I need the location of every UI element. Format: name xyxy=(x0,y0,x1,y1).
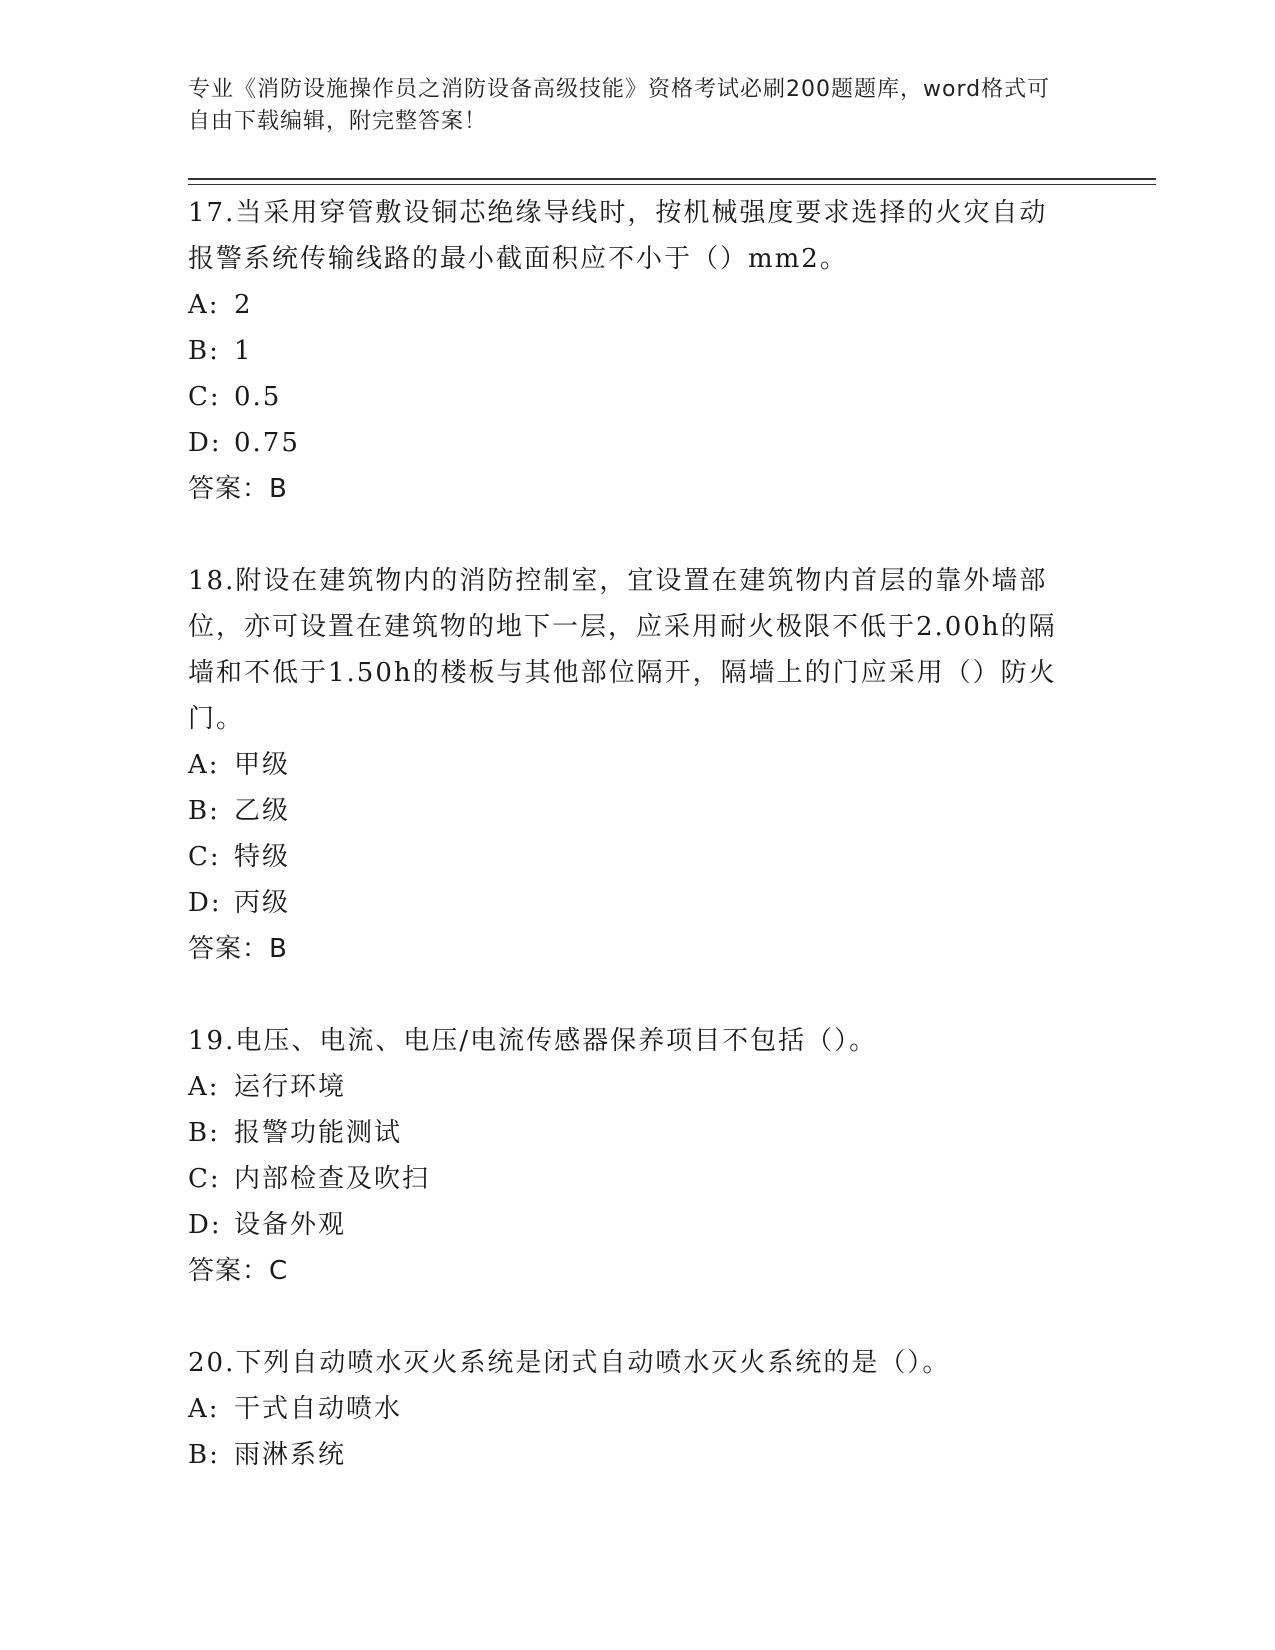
option-b xyxy=(188,1432,1088,1478)
question-20 xyxy=(188,1340,1088,1478)
answer-line: 答案：C xyxy=(188,1256,289,1286)
option-letter: B: xyxy=(188,1440,220,1470)
option-c xyxy=(188,834,1088,880)
option-a xyxy=(188,1386,1088,1432)
question-text: 19.电压、电流、电压/电流传感器保养项目不包括（）。 xyxy=(188,1026,878,1056)
option-text: 雨淋系统 xyxy=(234,1440,347,1470)
option-b xyxy=(188,328,1088,374)
question-spacer xyxy=(188,1294,1088,1340)
option-a xyxy=(188,1064,1088,1110)
header-divider-thin xyxy=(188,184,1156,185)
option-text: 特级 xyxy=(234,842,291,872)
option-letter: B: xyxy=(188,1118,220,1148)
option-text: 0.75 xyxy=(234,428,300,458)
option-letter: B: xyxy=(188,336,220,366)
option-letter: C: xyxy=(188,842,221,872)
question-text: 20.下列自动喷水灭火系统是闭式自动喷水灭火系统的是（）。 xyxy=(188,1348,951,1378)
option-letter: C: xyxy=(188,382,221,412)
option-c xyxy=(188,1156,1088,1202)
option-text: 运行环境 xyxy=(234,1072,347,1102)
question-19 xyxy=(188,1018,1088,1294)
answer-line: 答案：B xyxy=(188,474,288,504)
question-17 xyxy=(188,190,1088,512)
option-text: 丙级 xyxy=(234,888,291,918)
option-d xyxy=(188,880,1088,926)
option-letter: B: xyxy=(188,796,220,826)
option-letter: D: xyxy=(188,428,222,458)
option-a xyxy=(188,282,1088,328)
header-divider-thick xyxy=(188,178,1156,180)
option-d xyxy=(188,1202,1088,1248)
question-spacer xyxy=(188,972,1088,1018)
option-a xyxy=(188,742,1088,788)
option-text: 2 xyxy=(234,290,253,320)
option-letter: D: xyxy=(188,1210,222,1240)
option-letter: D: xyxy=(188,888,222,918)
option-b xyxy=(188,1110,1088,1156)
question-18 xyxy=(188,558,1088,972)
option-letter: A: xyxy=(188,1394,220,1424)
option-d xyxy=(188,420,1088,466)
question-text: 17.当采用穿管敷设铜芯绝缘导线时，按机械强度要求选择的火灾自动报警系统传输线路的最小截面积应不小于（）mm2。 xyxy=(188,198,1048,274)
option-b xyxy=(188,788,1088,834)
option-text: 干式自动喷水 xyxy=(234,1394,403,1424)
question-spacer xyxy=(188,512,1088,558)
option-text: 报警功能测试 xyxy=(234,1118,403,1148)
option-text: 乙级 xyxy=(234,796,291,826)
option-letter: C: xyxy=(188,1164,221,1194)
question-list xyxy=(188,190,1088,1478)
option-letter: A: xyxy=(188,750,220,780)
answer-line: 答案：B xyxy=(188,934,288,964)
document-header: 专业《消防设施操作员之消防设备高级技能》资格考试必刷200题题库，word格式可自由下载编辑，附完整答案！ xyxy=(188,77,1051,134)
question-text: 18.附设在建筑物内的消防控制室，宜设置在建筑物内首层的靠外墙部位，亦可设置在建筑物的地下一层，应采用耐火极限不低于2.00h的隔墙和不低于1.50h的楼板与其他部位隔开，隔墙上的门应采用（）防火门。 xyxy=(188,566,1057,734)
option-text: 1 xyxy=(234,336,253,366)
option-text: 0.5 xyxy=(234,382,282,412)
option-text: 甲级 xyxy=(234,750,291,780)
option-letter: A: xyxy=(188,290,220,320)
option-text: 内部检查及吹扫 xyxy=(234,1164,431,1194)
option-c xyxy=(188,374,1088,420)
option-letter: A: xyxy=(188,1072,220,1102)
option-text: 设备外观 xyxy=(234,1210,347,1240)
